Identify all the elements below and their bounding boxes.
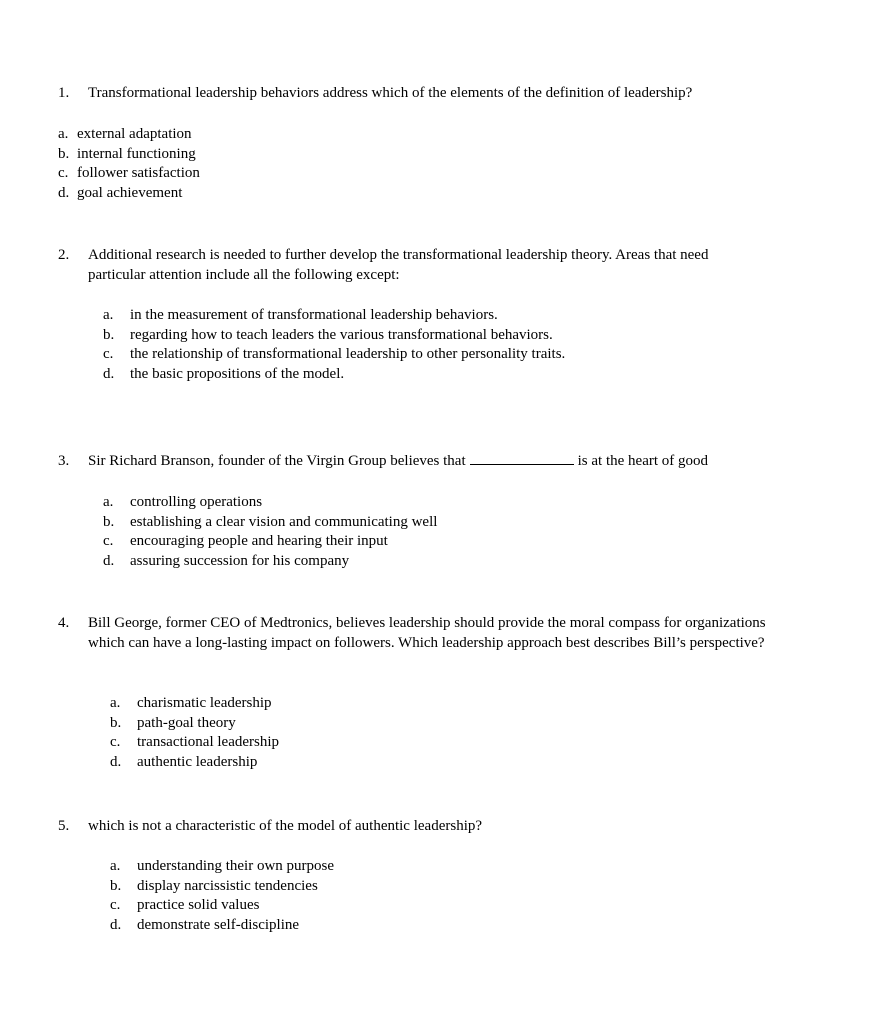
question-2-options: [103, 306, 565, 384]
option-2b: [103, 326, 565, 346]
option-3d: [103, 552, 437, 572]
option-5b: [110, 877, 334, 897]
question-2: [58, 246, 818, 285]
option-letter: d.: [103, 365, 115, 382]
option-text: goal achievement: [77, 184, 183, 201]
question-4-number: 4.: [58, 615, 70, 631]
option-letter: d.: [110, 916, 122, 933]
option-text: assuring succession for his company: [130, 552, 350, 569]
option-text: understanding their own purpose: [137, 858, 335, 874]
option-1c: [58, 164, 200, 184]
option-3a: [103, 493, 437, 513]
option-4d: [110, 753, 279, 773]
option-text: practice solid values: [137, 897, 260, 913]
question-1-number: 1.: [58, 85, 70, 101]
option-3c: [103, 532, 437, 552]
option-1a: [58, 125, 200, 145]
option-text: establishing a clear vision and communicating well: [130, 513, 438, 530]
option-letter: d.: [103, 552, 115, 569]
option-2a: [103, 306, 565, 326]
option-3b: [103, 513, 437, 533]
question-4: [58, 614, 818, 653]
option-text: transactional leadership: [137, 734, 280, 750]
option-4a: [110, 694, 279, 714]
option-text: internal functioning: [77, 145, 196, 162]
option-text: authentic leadership: [137, 753, 258, 770]
question-3-text-before: Sir Richard Branson, founder of the Virgin Group believes that: [88, 453, 466, 469]
option-5d: [110, 916, 334, 936]
question-5-text: which is not a characteristic of the model of authentic leadership?: [88, 818, 483, 834]
question-2-number: 2.: [58, 247, 70, 263]
option-letter: b.: [110, 877, 122, 894]
option-5c: [110, 896, 334, 916]
question-3: [58, 452, 818, 472]
option-letter: c.: [58, 165, 69, 181]
option-text: in the measurement of transformational leadership behaviors.: [130, 307, 498, 323]
question-3-options: [103, 493, 437, 571]
question-1-text: Transformational leadership behaviors address which of the elements of the definition of leadership?: [88, 85, 693, 101]
question-4-options: [110, 694, 279, 772]
question-2-text: Additional research is needed to further develop the transformational leadership theory. Areas that need particular attention include all the following except:: [88, 247, 709, 283]
answer-blank: [470, 452, 574, 465]
option-letter: c.: [103, 533, 114, 549]
option-letter: b.: [110, 714, 122, 731]
option-letter: d.: [110, 753, 122, 770]
option-2c: [103, 345, 565, 365]
option-letter: b.: [58, 145, 70, 162]
option-text: external adaptation: [77, 126, 192, 142]
question-1: [58, 84, 818, 104]
option-2d: [103, 365, 565, 385]
option-text: demonstrate self-discipline: [137, 916, 300, 933]
question-5-number: 5.: [58, 818, 70, 834]
option-text: follower satisfaction: [77, 165, 200, 181]
option-text: the relationship of transformational leadership to other personality traits.: [130, 346, 566, 362]
option-text: path-goal theory: [137, 714, 236, 731]
question-5: [58, 817, 818, 837]
option-letter: c.: [103, 346, 114, 362]
option-text: charismatic leadership: [137, 695, 272, 711]
question-3-text-after: is at the heart of good: [577, 453, 709, 469]
option-text: regarding how to teach leaders the various transformational behaviors.: [130, 326, 553, 343]
option-letter: a.: [110, 858, 121, 874]
option-letter: c.: [110, 734, 121, 750]
option-text: the basic propositions of the model.: [130, 365, 345, 382]
option-4c: [110, 733, 279, 753]
option-1d: [58, 184, 200, 204]
option-letter: a.: [103, 494, 114, 510]
option-5a: [110, 857, 334, 877]
question-3-text: [88, 452, 818, 472]
question-5-options: [110, 857, 334, 935]
question-1-options: [58, 125, 200, 203]
option-letter: a.: [58, 126, 69, 142]
question-4-text: Bill George, former CEO of Medtronics, believes leadership should provide the moral compass for organizations which can have a long-lasting impact on followers. Which leadership approach best describes Bill’s perspective?: [88, 615, 766, 651]
question-3-number: 3.: [58, 453, 70, 469]
option-1b: [58, 145, 200, 165]
option-letter: a.: [103, 307, 114, 323]
option-letter: b.: [103, 513, 115, 530]
option-letter: a.: [110, 695, 121, 711]
option-text: encouraging people and hearing their input: [130, 533, 388, 549]
option-letter: d.: [58, 184, 70, 201]
option-letter: b.: [103, 326, 115, 343]
option-letter: c.: [110, 897, 121, 913]
option-4b: [110, 714, 279, 734]
option-text: controlling operations: [130, 494, 263, 510]
option-text: display narcissistic tendencies: [137, 877, 318, 894]
